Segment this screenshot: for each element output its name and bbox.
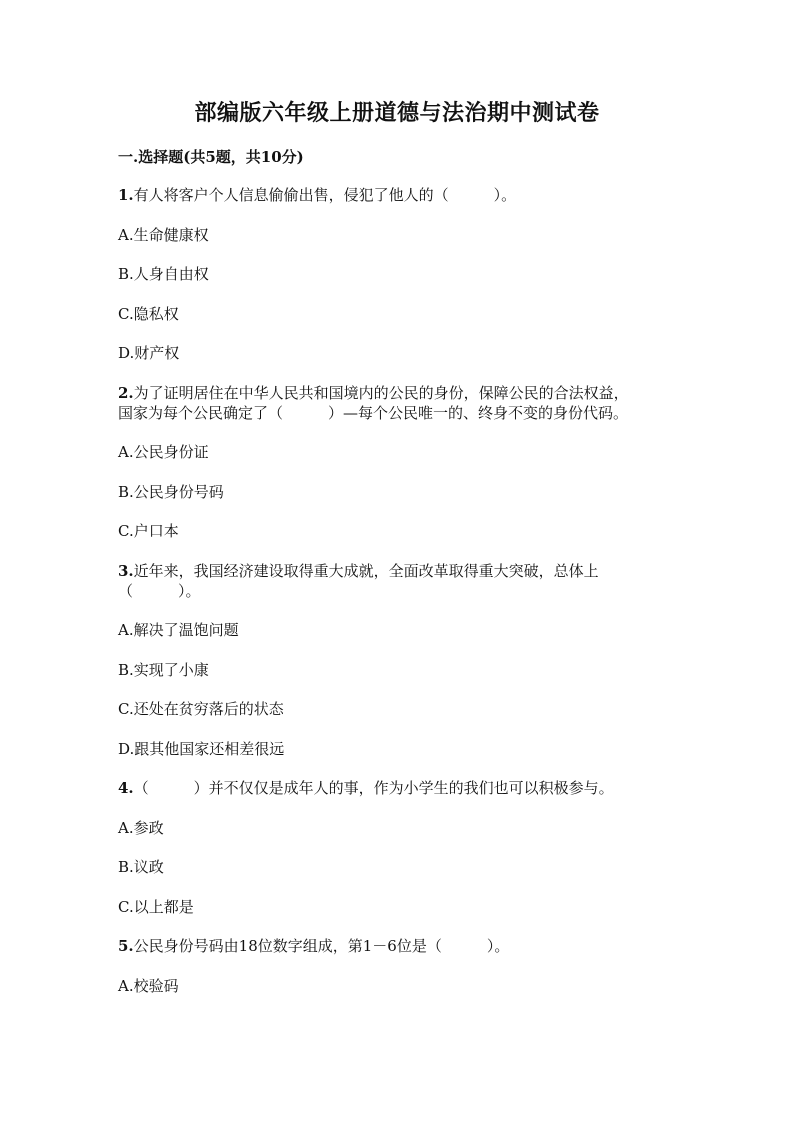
option-3c: C.还处在贫穷落后的状态 xyxy=(118,700,284,718)
option-3d: D.跟其他国家还相差很远 xyxy=(118,740,285,758)
question-number: 3. xyxy=(118,562,134,580)
question-text: 公民身份号码由18位数字组成，第1－6位是（ ）。 xyxy=(133,937,510,955)
question-3 xyxy=(118,560,599,582)
option-2c: C.户口本 xyxy=(118,522,179,540)
question-number: 5. xyxy=(118,937,134,955)
question-number: 4. xyxy=(118,779,134,797)
option-3b: B.实现了小康 xyxy=(118,661,209,679)
question-number: 2. xyxy=(118,384,134,402)
question-3-continued: （ ）。 xyxy=(118,582,201,600)
question-text: 为了证明居住在中华人民共和国境内的公民的身份，保障公民的合法权益， xyxy=(133,384,629,402)
question-1 xyxy=(118,184,516,206)
option-4c: C.以上都是 xyxy=(118,898,194,916)
option-1d: D.财产权 xyxy=(118,344,180,362)
question-text: （ ）并不仅仅是成年人的事，作为小学生的我们也可以积极参与。 xyxy=(133,779,614,797)
question-5 xyxy=(118,935,509,957)
option-5a: A.校验码 xyxy=(118,977,179,995)
option-4a: A.参政 xyxy=(118,819,164,837)
option-2a: A.公民身份证 xyxy=(118,443,209,461)
question-text: 有人将客户个人信息偷偷出售，侵犯了他人的（ ）。 xyxy=(133,186,517,204)
question-number: 1. xyxy=(118,186,134,204)
option-2b: B.公民身份号码 xyxy=(118,483,224,501)
option-1b: B.人身自由权 xyxy=(118,265,209,283)
question-2-continued: 国家为每个公民确定了（ ）—每个公民唯一的、终身不变的身份代码。 xyxy=(118,404,629,422)
option-3a: A.解决了温饱问题 xyxy=(118,621,239,639)
option-1c: C.隐私权 xyxy=(118,305,179,323)
option-1a: A.生命健康权 xyxy=(118,226,209,244)
section-heading: 一.选择题(共5题，共10分) xyxy=(118,148,304,166)
question-4 xyxy=(118,777,614,799)
page-title: 部编版六年级上册道德与法治期中测试卷 xyxy=(194,100,600,126)
question-text: 近年来，我国经济建设取得重大成就，全面改革取得重大突破，总体上 xyxy=(133,562,599,580)
option-4b: B.议政 xyxy=(118,858,164,876)
question-2 xyxy=(118,382,629,404)
